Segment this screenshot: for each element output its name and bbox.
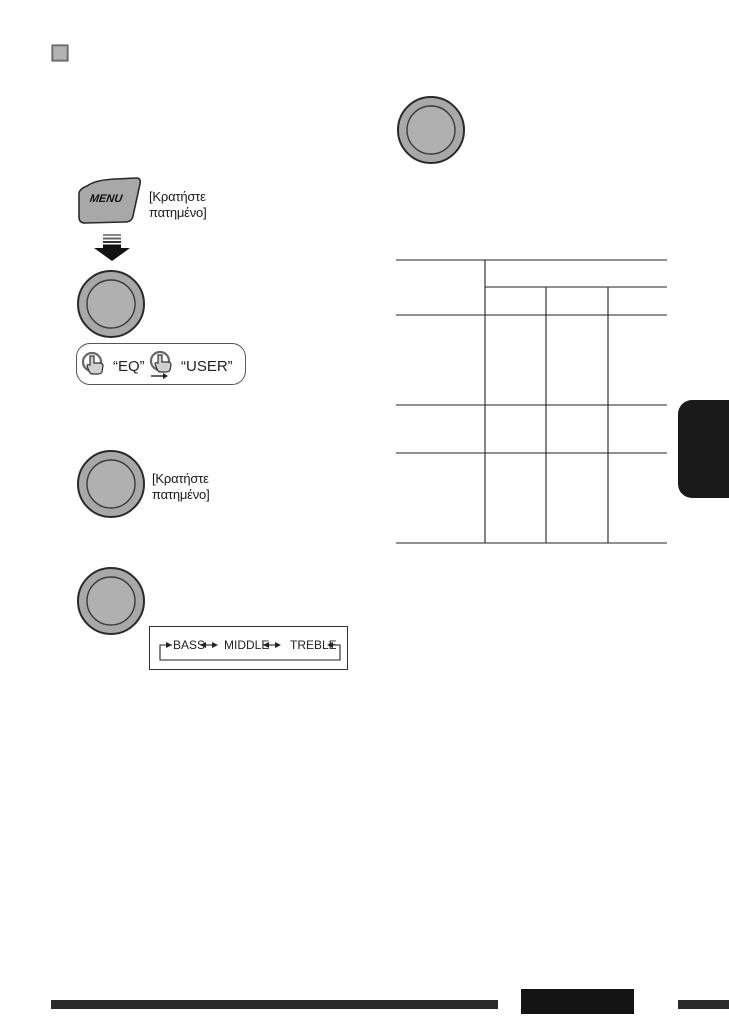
footer-bar-right: [678, 1000, 729, 1009]
tone-item-bass: BASS: [173, 638, 206, 652]
footer-bar: [51, 1000, 498, 1009]
arrow-down-icon: [94, 234, 130, 262]
control-dial-knob[interactable]: [396, 95, 466, 165]
control-dial-knob[interactable]: [76, 449, 146, 519]
settings-table: [396, 258, 668, 546]
section-marker-icon: [51, 44, 69, 62]
hold-instruction-2: [Κρατήστε πατημένο]: [152, 471, 210, 502]
control-dial-knob[interactable]: [76, 269, 146, 339]
hand-press-icon: [81, 350, 107, 376]
tone-item-treble: TREBLE: [290, 638, 337, 652]
menu-button-label: MENU: [88, 193, 124, 205]
mode-to: “USER”: [181, 358, 233, 375]
tone-item-middle: MIDDLE: [224, 638, 270, 652]
mode-from: “EQ”: [113, 358, 145, 375]
language-side-tab: [678, 400, 729, 498]
hold-instruction-1: [Κρατήστε πατημένο]: [149, 189, 207, 220]
tone-cycle-diagram: [149, 626, 348, 670]
menu-button[interactable]: [75, 176, 143, 226]
control-dial-knob[interactable]: [76, 566, 146, 636]
hand-hold-icon: [149, 350, 179, 380]
page-number-box: [521, 989, 634, 1014]
mode-indicator: [76, 343, 246, 385]
